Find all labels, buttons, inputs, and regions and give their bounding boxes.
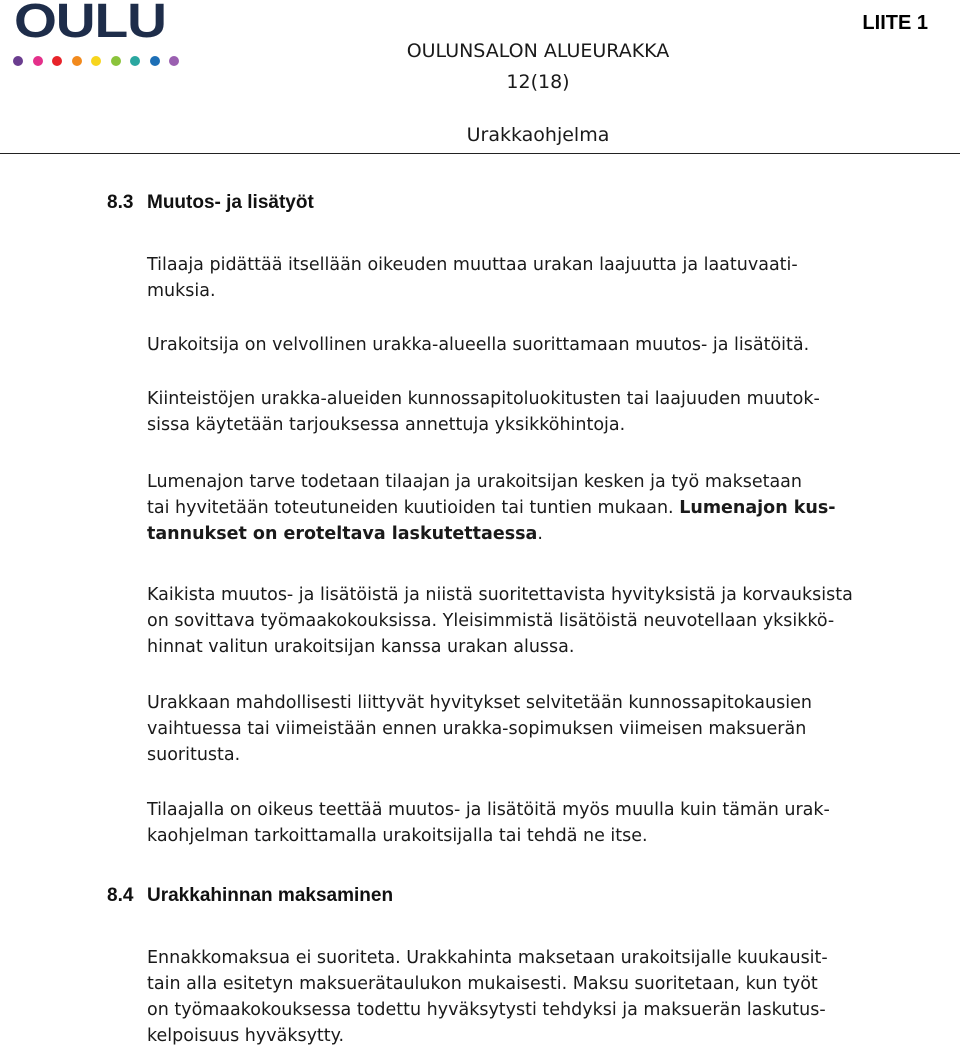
paragraph-scope-change: [147, 252, 947, 304]
paragraph-unit-prices: [147, 386, 947, 438]
text-line: Ennakkomaksua ei suoriteta. Urakkahinta maksetaan urakoitsijalle kuukausit-: [147, 948, 828, 968]
section-number: 8.4: [107, 885, 134, 906]
paragraph-agreements: [147, 582, 947, 660]
logo-dot: [169, 56, 179, 66]
text-line: sissa käytetään tarjouksessa annettuja yksikköhintoja.: [147, 415, 626, 435]
text-line: vaihtuessa tai viimeistään ennen urakka-sopimuksen viimeisen maksuerän: [147, 719, 807, 739]
document-title: Urakkaohjelma: [466, 124, 610, 146]
logo-dot: [150, 56, 160, 66]
text-line: Tilaaja pidättää itsellään oikeuden muuttaa urakan laajuutta ja laatuvaati-: [147, 255, 798, 275]
appendix-label: LIITE 1: [862, 12, 928, 34]
text-line: Urakoitsija on velvollinen urakka-alueella suorittamaan muutos- ja lisätöitä.: [147, 335, 810, 355]
bold-text: Lumenajon kus-: [679, 498, 836, 518]
section-number: 8.3: [107, 192, 134, 213]
logo-text: OULU: [14, 0, 166, 48]
logo-dot: [111, 56, 121, 66]
text-line: kaohjelman tarkoittamalla urakoitsijalla tai tehdä ne itse.: [147, 826, 648, 846]
logo-dot: [91, 56, 101, 66]
project-name: OULUNSALON ALUEURAKKA: [406, 40, 670, 62]
section-heading-8-4: [107, 885, 393, 907]
logo-dot: [13, 56, 23, 66]
text-line-with-bold: [147, 495, 947, 521]
header-divider: [0, 153, 960, 154]
section-title: Urakkahinnan maksaminen: [147, 885, 394, 906]
text-line: tain alla esitetyn maksuerätaulukon mukaisesti. Maksu suoritetaan, kun työt: [147, 974, 818, 994]
text-line: on työmaakokouksessa todettu hyväksytysti tehdyksi ja maksuerän laskutus-: [147, 1000, 826, 1020]
page-number: 12(18): [506, 71, 570, 93]
text-line: on sovittava työmaakokouksissa. Yleisimmistä lisätöistä neuvotellaan yksikkö-: [147, 611, 835, 631]
paragraph-compensations: [147, 690, 947, 768]
oulu-logo: [14, 0, 166, 48]
bold-suffix: .: [537, 524, 543, 544]
text-line: Kaikista muutos- ja lisätöistä ja niistä suoritettavista hyvityksistä ja korvauksista: [147, 585, 853, 605]
text-line: Tilaajalla on oikeus teettää muutos- ja lisätöitä myös muulla kuin tämän urak-: [147, 800, 830, 820]
paragraph-payment: [147, 945, 947, 1049]
text-line: hinnat valitun urakoitsijan kanssa urakan alussa.: [147, 637, 575, 657]
text-line: kelpoisuus hyväksytty.: [147, 1026, 345, 1046]
text-line: muksia.: [147, 281, 216, 301]
text-fragment: tai hyvitetään toteutuneiden kuutioiden tai tuntien mukaan.: [147, 498, 674, 518]
logo-dot: [33, 56, 43, 66]
paragraph-snow-removal: [147, 469, 947, 547]
text-line-bold: [147, 521, 947, 547]
section-heading-8-3: [107, 192, 314, 214]
logo-dot: [72, 56, 82, 66]
section-title: Muutos- ja lisätyöt: [147, 192, 314, 213]
text-line: Lumenajon tarve todetaan tilaajan ja urakoitsijan kesken ja työ maksetaan: [147, 472, 803, 492]
text-line: suoritusta.: [147, 745, 241, 765]
paragraph-contractor-obligation: [147, 332, 947, 358]
text-line: Urakkaan mahdollisesti liittyvät hyvitykset selvitetään kunnossapitokausien: [147, 693, 812, 713]
paragraph-client-rights: [147, 797, 947, 849]
bold-text: tannukset on eroteltava laskutettaessa: [147, 524, 538, 544]
text-line: Kiinteistöjen urakka-alueiden kunnossapitoluokitusten tai laajuuden muutok-: [147, 389, 820, 409]
logo-dot: [130, 56, 140, 66]
logo-dot: [52, 56, 62, 66]
